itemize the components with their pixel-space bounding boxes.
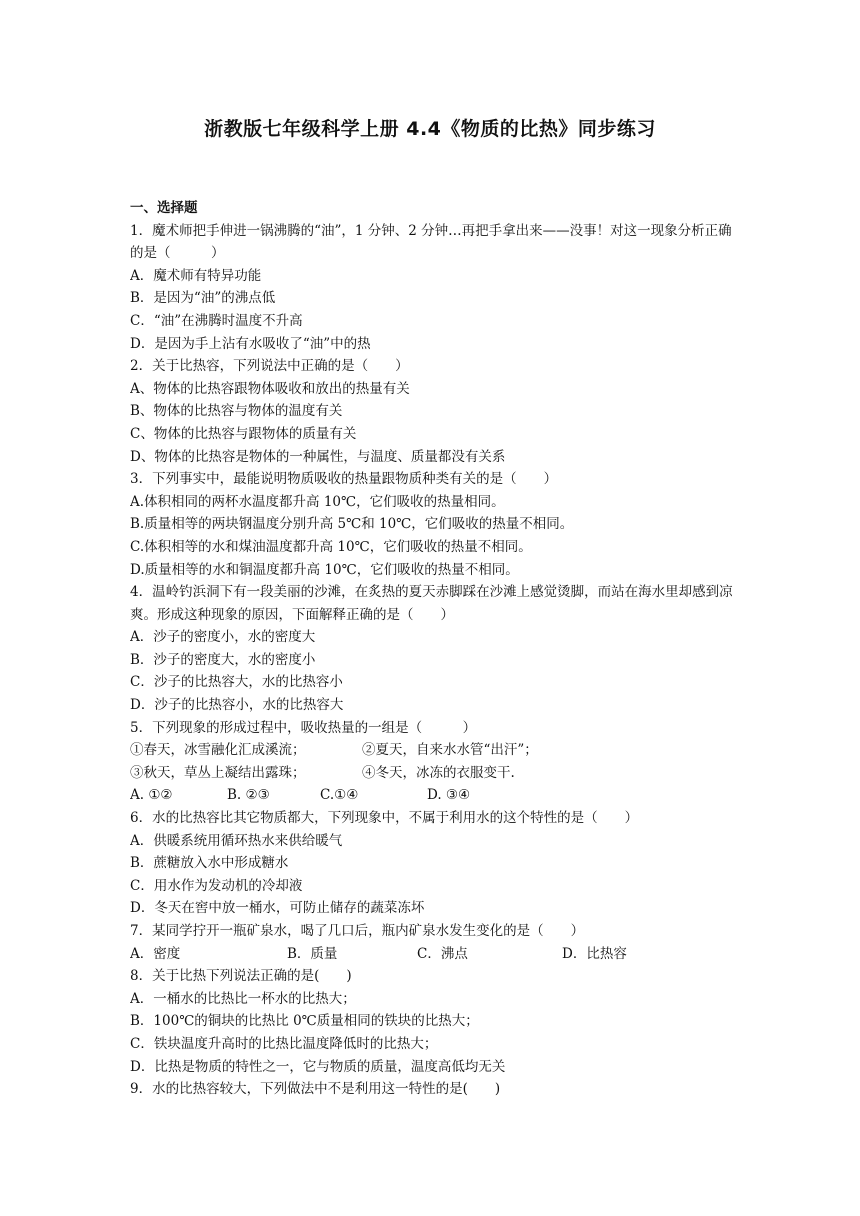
question-7-stem: 7．某同学拧开一瓶矿泉水，喝了几口后，瓶内矿泉水发生变化的是（ ）: [130, 923, 585, 939]
question-6-option-b: B．蔗糖放入水中形成糖水: [130, 855, 289, 872]
question-5-phenomenon-4: ④冬天，冰冻的衣服变干.: [362, 764, 515, 781]
question-5-option-a: A. ①②: [130, 787, 173, 804]
question-7-option-d: D．比热容: [562, 945, 627, 962]
question-8-option-a: A．一桶水的比热比一杯水的比热大；: [130, 990, 356, 1007]
question-4-option-c: C．沙子的比热容大，水的比热容小: [130, 674, 343, 691]
question-2-stem: 2．关于比热容，下列说法中正确的是（ ）: [130, 358, 409, 375]
question-7-options: [130, 943, 734, 966]
question-8-stem: 8．关于比热下列说法正确的是( ): [130, 968, 352, 985]
question-5-phenomenon-1: ①春天，冰雪融化汇成溪流；: [130, 742, 306, 759]
question-3-option-b: B.质量相等的两块钢温度分别升高 5℃和 10℃，它们吸收的热量不相同。: [130, 516, 574, 533]
question-1-option-b: B．是因为“油”的沸点低: [130, 290, 276, 307]
question-8-option-d: D．比热是物质的特性之一，它与物质的质量，温度高低均无关: [130, 1058, 506, 1075]
question-3-option-c: C.体积相等的水和煤油温度都升高 10℃，它们吸收的热量不相同。: [130, 538, 532, 555]
question-5-option-b: B. ②③: [227, 787, 270, 804]
question-1-option-a: A．魔术师有特异功能: [130, 267, 262, 284]
question-1-option-d: D．是因为手上沾有水吸收了“油”中的热: [130, 335, 371, 352]
question-2-option-d: D、物体的比热容是物体的一种属性，与温度、质量都没有关系: [130, 448, 506, 465]
question-4-option-d: D．沙子的比热容小，水的比热容大: [130, 697, 344, 714]
question-4-option-b: B．沙子的密度大，水的密度小: [130, 651, 316, 668]
question-5-phenomena-row-1: [130, 739, 734, 762]
question-6-option-a: A．供暖系统用循环热水来供给暖气: [130, 832, 343, 849]
document-title: 浙教版七年级科学上册 4.4《物质的比热》同步练习: [204, 118, 656, 140]
question-5-option-d: D. ③④: [427, 787, 471, 804]
question-7-option-a: A．密度: [130, 945, 181, 962]
question-2-option-a: A、物体的比热容跟物体吸收和放出的热量有关: [130, 380, 410, 397]
question-6-option-c: C．用水作为发动机的冷却液: [130, 877, 303, 894]
question-1-stem: 1．魔术师把手伸进一锅沸腾的“油”，1 分钟、2 分钟…再把手拿出来——没事！对这一现象分析正确的是（ ）: [130, 222, 732, 262]
question-3-option-a: A.体积相同的两杯水温度都升高 10℃，它们吸收的热量相同。: [130, 493, 505, 510]
question-list: [130, 197, 734, 1101]
question-5-options: [130, 784, 734, 807]
question-4-stem: 4．温岭钓浜洞下有一段美丽的沙滩，在炙热的夏天赤脚踩在沙滩上感觉烫脚，而站在海水里却感到凉爽。形成这种现象的原因，下面解释正确的是（ ）: [130, 584, 733, 623]
question-7-option-b: B．质量: [287, 945, 338, 962]
question-7-option-c: C．沸点: [417, 945, 468, 962]
question-5-option-c: C.①④: [320, 787, 359, 804]
question-8-option-b: B．100℃的铜块的比热比 0℃质量相同的铁块的比热大；: [130, 1013, 479, 1030]
question-2-option-c: C、物体的比热容与跟物体的质量有关: [130, 425, 357, 442]
question-4-option-a: A．沙子的密度小，水的密度大: [130, 629, 316, 646]
question-1-option-c: C．“油”在沸腾时温度不升高: [130, 312, 303, 329]
question-5-phenomena-row-2: [130, 762, 734, 785]
question-9-stem: 9．水的比热容较大，下列做法中不是利用这一特性的是( ): [130, 1081, 501, 1098]
question-5-stem: 5．下列现象的形成过程中，吸收热量的一组是（ ）: [130, 719, 477, 736]
question-5-phenomenon-2: ②夏天，自来水水管“出汗”；: [362, 742, 538, 759]
question-6-option-d: D．冬天在窖中放一桶水，可防止储存的蔬菜冻坏: [130, 900, 425, 917]
question-6-stem: 6．水的比热容比其它物质都大，下列现象中，不属于利用水的这个特性的是（ ）: [130, 810, 639, 827]
question-5-phenomenon-3: ③秋天，草丛上凝结出露珠；: [130, 764, 306, 781]
question-8-option-c: C．铁块温度升高时的比热比温度降低时的比热大；: [130, 1035, 438, 1052]
question-3-option-d: D.质量相等的水和铜温度都升高 10℃，它们吸收的热量不相同。: [130, 561, 519, 578]
section-heading: 一、选择题: [130, 200, 198, 216]
question-2-option-b: B、物体的比热容与物体的温度有关: [130, 403, 343, 420]
question-3-stem: 3．下列事实中，最能说明物质吸收的热量跟物质种类有关的是（ ）: [130, 471, 558, 488]
